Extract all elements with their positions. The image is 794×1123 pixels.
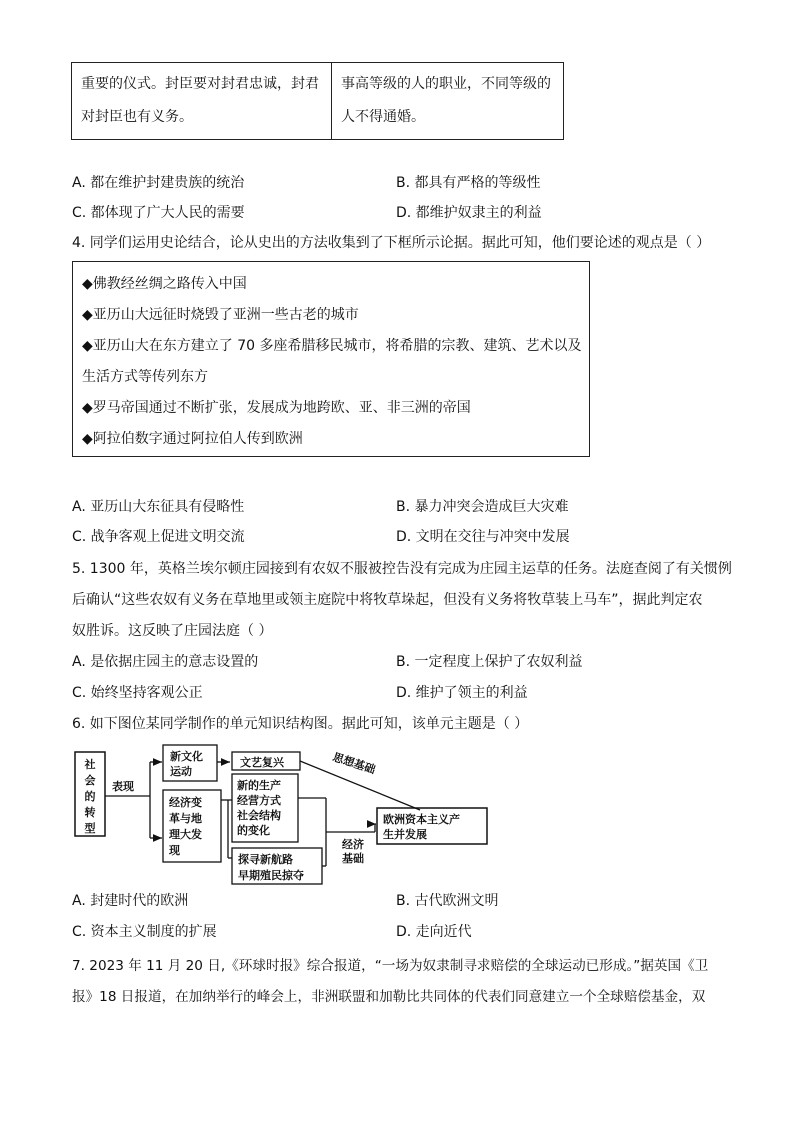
knowledge-structure-diagram [70,740,500,890]
q5-option-c: C. 始终坚持客观公正 [72,685,203,701]
feudal-comparison-table [71,62,564,140]
q5-stem-line3: 奴胜诉。这反映了庄园法庭（ ） [72,623,273,639]
q7-stem-line1: 7. 2023 年 11 月 20 日,《环球时报》综合报道，“一场为奴隶制寻求赔偿的全球运动已形成。”据英国《卫 [72,958,709,974]
q4-evidence-item: ◆佛教经丝绸之路传入中国 [82,276,247,292]
biaoxian-label: 表现 [112,780,134,793]
economic-basis-label: 经济 [342,838,364,851]
q6-stem: 6. 如下图位某同学制作的单元知识结构图。据此可知，该单元主题是（ ） [72,716,529,732]
q5-option-a: A. 是依据庄园主的意志设置的 [72,654,259,670]
q6-option-c: C. 资本主义制度的扩展 [72,924,217,940]
q4-stem: 4. 同学们运用史论结合，论从史出的方法收集到了下框所示论据。据此可知，他们要论述的观点是（ ） [72,235,711,251]
q4-evidence-item: 生活方式等传列东方 [82,369,208,385]
table-cell-right-line1: 事高等级的人的职业，不同等级的 [341,76,551,92]
capitalism-text: 欧洲资本主义产 [383,813,460,826]
table-cell-right-line2: 人不得通婚。 [341,109,425,125]
q4-option-d: D. 文明在交往与冲突中发展 [396,529,570,545]
left-box-char: 转 [84,806,96,819]
table-cell-right [332,63,564,140]
q6-option-a: A. 封建时代的欧洲 [72,893,189,909]
q3-option-b: B. 都具有严格的等级性 [396,175,541,191]
left-box-char: 社 [84,758,96,771]
q4-evidence-item: ◆罗马帝国通过不断扩张，发展成为地跨欧、亚、非三洲的帝国 [82,400,471,416]
left-box-char: 型 [84,822,96,835]
q3-option-c: C. 都体现了广大人民的需要 [72,205,245,221]
new-production-text: 新的生产 [237,779,281,792]
q5-option-b: B. 一定程度上保护了农奴利益 [396,654,583,670]
q4-evidence-item: ◆亚历山大在东方建立了 70 多座希腊移民城市，将希腊的宗教、建筑、艺术以及 [82,338,582,354]
q4-option-b: B. 暴力冲突会造成巨大灾难 [396,499,569,515]
new-culture-text: 新文化 [170,750,203,763]
q3-option-a: A. 都在维护封建贵族的统治 [72,175,245,191]
new-route-text: 探寻新航路 [238,853,293,866]
q5-stem-line2: 后确认“这些农奴有义务在草地里或领主庭院中将牧草垛起，但没有义务将牧草装上马车”，据此判定农 [72,592,703,608]
q5-option-d: D. 维护了领主的利益 [396,685,528,701]
table-cell-left [72,63,332,140]
table-cell-left-line2: 对封臣也有义务。 [81,109,193,125]
q3-option-d: D. 都维护奴隶主的利益 [396,205,542,221]
table-cell-left-line1: 重要的仪式。封臣要对封君忠诚，封君 [81,76,319,92]
new-route-text: 早期殖民掠夺 [238,869,304,882]
economic-basis-label: 基础 [342,852,364,865]
renaissance-text: 文艺复兴 [240,756,284,769]
economy-geography-text: 经济变 [169,796,202,809]
q4-evidence-item: ◆阿拉伯数字通过阿拉伯人传到欧洲 [82,431,303,447]
left-box-char: 会 [84,774,96,787]
new-production-text: 社会结构 [237,809,281,822]
economy-geography-text: 革与地 [169,812,202,825]
new-culture-text: 运动 [170,765,192,778]
q5-stem-line1: 5. 1300 年，英格兰埃尔顿庄园接到有农奴不服被控告没有完成为庄园主运草的任务。法庭查阅了有关惯例 [72,561,732,577]
q6-option-b: B. 古代欧洲文明 [396,893,499,909]
ideology-label: 思想基础 [331,750,377,777]
economy-geography-text: 理大发 [169,828,202,841]
economy-geography-text: 现 [169,844,180,857]
q6-option-d: D. 走向近代 [396,924,472,940]
q7-stem-line2: 报》18 日报道，在加纳举行的峰会上，非洲联盟和加勒比共同体的代表们同意建立一个全球赔偿基金，双 [72,989,706,1005]
q4-evidence-box [72,261,590,457]
q4-option-c: C. 战争客观上促进文明交流 [72,529,245,545]
q4-evidence-item: ◆亚历山大远征时烧毁了亚洲一些古老的城市 [82,307,359,323]
new-production-text: 经营方式 [237,794,281,807]
capitalism-text: 生并发展 [383,828,427,841]
left-box-char: 的 [84,790,96,803]
new-production-text: 的变化 [237,824,270,837]
q4-option-a: A. 亚历山大东征具有侵略性 [72,499,245,515]
